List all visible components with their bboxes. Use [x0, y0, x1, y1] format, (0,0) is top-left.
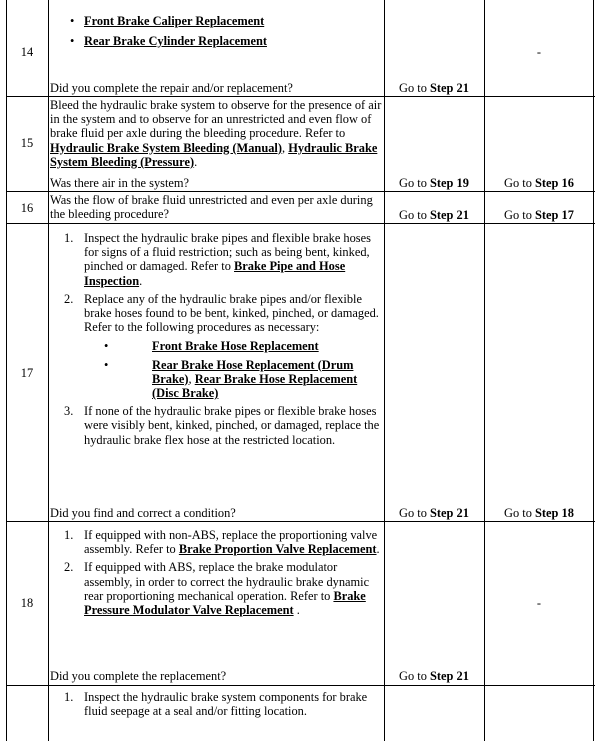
item-text: Replace any of the hydraulic brake pipes and/or flexible brake hoses found to be bent, kinked, pinched, or damaged. Refer to the following procedures as necessary: — [84, 291, 379, 335]
list-item — [50, 690, 384, 718]
link-brake-pipe-and-hose-inspection[interactable]: Brake Pipe and Hose Inspection — [84, 259, 346, 288]
punctuation: . — [293, 603, 300, 618]
list-item — [50, 560, 384, 617]
step-18-action — [50, 528, 384, 621]
goto-step: Step 21 — [430, 208, 469, 222]
link-hydraulic-brake-system-bleeding-manual[interactable]: Hydraulic Brake System Bleeding (Manual) — [50, 140, 282, 155]
step-16-no — [485, 208, 593, 222]
step-14-action — [50, 14, 384, 48]
punctuation: . — [376, 542, 380, 557]
link-rear-brake-cylinder-replacement[interactable]: Rear Brake Cylinder Replacement — [84, 34, 267, 49]
link-hydraulic-brake-system-bleeding-pressure[interactable]: Hydraulic Brake System Bleeding (Pressure) — [50, 140, 378, 169]
table-border-right — [593, 0, 594, 741]
goto-label: Go to — [399, 506, 431, 520]
list-item — [84, 14, 384, 28]
step-17-yes — [384, 506, 484, 520]
step-15-action — [50, 98, 384, 169]
step-number: 18 — [20, 596, 34, 610]
step-19-action — [50, 690, 384, 722]
step-14-no: - — [536, 45, 542, 59]
link-front-brake-hose-replacement[interactable]: Front Brake Hose Replacement — [152, 339, 319, 354]
goto-step: Step 21 — [430, 81, 469, 95]
separator: , — [188, 371, 195, 386]
goto-step: Step 17 — [535, 208, 574, 222]
step-number: 17 — [20, 366, 34, 380]
step-15-text: Bleed the hydraulic brake system to observe for the presence of air in the system and to observe for an unrestricted and even flow of brake fluid per axle during the bleeding procedure. Refer to — [50, 98, 382, 141]
row-divider — [6, 685, 595, 686]
step-15-question: Was there air in the system? — [50, 176, 190, 190]
step-17-question: Did you find and correct a condition? — [50, 506, 236, 520]
step-number: 14 — [20, 45, 34, 59]
step-18-yes — [384, 669, 484, 683]
row-divider — [6, 191, 595, 192]
table-divider-no — [484, 0, 485, 741]
goto-step: Step 19 — [430, 176, 469, 190]
step-number: 15 — [20, 136, 34, 150]
row-divider — [6, 521, 595, 522]
goto-label: Go to — [399, 176, 431, 190]
separator: , — [281, 140, 289, 155]
link-rear-brake-hose-replacement-disc[interactable]: Rear Brake Hose Replacement (Disc Brake) — [152, 371, 358, 401]
goto-step: Step 21 — [430, 506, 469, 520]
link-brake-pressure-modulator-valve-replacement[interactable]: Brake Pressure Modulator Valve Replacement — [84, 588, 366, 618]
list-item — [118, 339, 384, 353]
link-front-brake-caliper-replacement[interactable]: Front Brake Caliper Replacement — [84, 14, 265, 28]
step-15-yes — [384, 176, 484, 190]
table-divider-step — [48, 0, 49, 741]
list-item — [50, 231, 384, 288]
list-item — [118, 358, 384, 401]
row-divider — [6, 223, 595, 224]
goto-step: Step 16 — [535, 176, 574, 190]
goto-label: Go to — [399, 208, 431, 222]
step-14-question: Did you complete the repair and/or replacement? — [50, 81, 293, 95]
punctuation: . — [139, 273, 143, 288]
step-17-no — [485, 506, 593, 520]
item-number: 1. — [64, 690, 74, 704]
link-brake-proportion-valve-replacement[interactable]: Brake Proportion Valve Replacement — [178, 542, 377, 557]
step-17-action — [50, 231, 384, 451]
goto-label: Go to — [504, 208, 536, 222]
item-number: 2. — [64, 291, 74, 306]
goto-step: Step 18 — [535, 506, 574, 520]
step-16-question: Was the flow of brake fluid unrestricted and even per axle during the bleeding procedure? — [50, 193, 373, 222]
item-text: If equipped with non-ABS, replace the proportioning valve assembly. Refer to — [84, 528, 378, 557]
goto-label: Go to — [399, 669, 431, 683]
step-14-yes — [384, 81, 484, 95]
step-number: 16 — [20, 201, 34, 215]
item-text: Inspect the hydraulic brake system components for brake fluid seepage at a seal and/or fitting location. — [84, 690, 368, 719]
item-number: 3. — [64, 404, 74, 419]
list-item — [50, 528, 384, 556]
list-item — [50, 404, 384, 447]
item-text: If none of the hydraulic brake pipes or flexible brake hoses were visibly bent, kinked, pinched, or damaged, replace the hydraulic brake flex hose at the restricted location. — [84, 404, 380, 447]
goto-label: Go to — [504, 176, 536, 190]
item-text: Inspect the hydraulic brake pipes and flexible brake hoses for signs of a fluid restriction; such as being bent, kinked, pinched or damaged. Refer to — [84, 231, 371, 274]
step-15-no — [485, 176, 593, 190]
list-item — [84, 34, 384, 48]
goto-step: Step 21 — [430, 669, 469, 683]
row-divider — [6, 96, 595, 97]
step-16-yes — [384, 208, 484, 222]
item-text: If equipped with ABS, replace the brake modulator assembly, in order to correct the hydraulic brake dynamic rear proportioning mechanical operation. Refer to — [84, 560, 370, 603]
punctuation: . — [194, 154, 198, 169]
item-number: 1. — [64, 528, 74, 542]
step-18-question: Did you complete the replacement? — [50, 669, 227, 683]
item-number: 2. — [64, 560, 74, 575]
step-18-no: - — [536, 596, 542, 610]
goto-label: Go to — [504, 506, 536, 520]
link-rear-brake-hose-replacement-drum[interactable]: Rear Brake Hose Replacement (Drum Brake) — [152, 357, 354, 386]
table-divider-yes — [384, 0, 385, 741]
goto-label: Go to — [399, 81, 431, 95]
item-number: 1. — [64, 231, 74, 245]
list-item — [50, 292, 384, 400]
